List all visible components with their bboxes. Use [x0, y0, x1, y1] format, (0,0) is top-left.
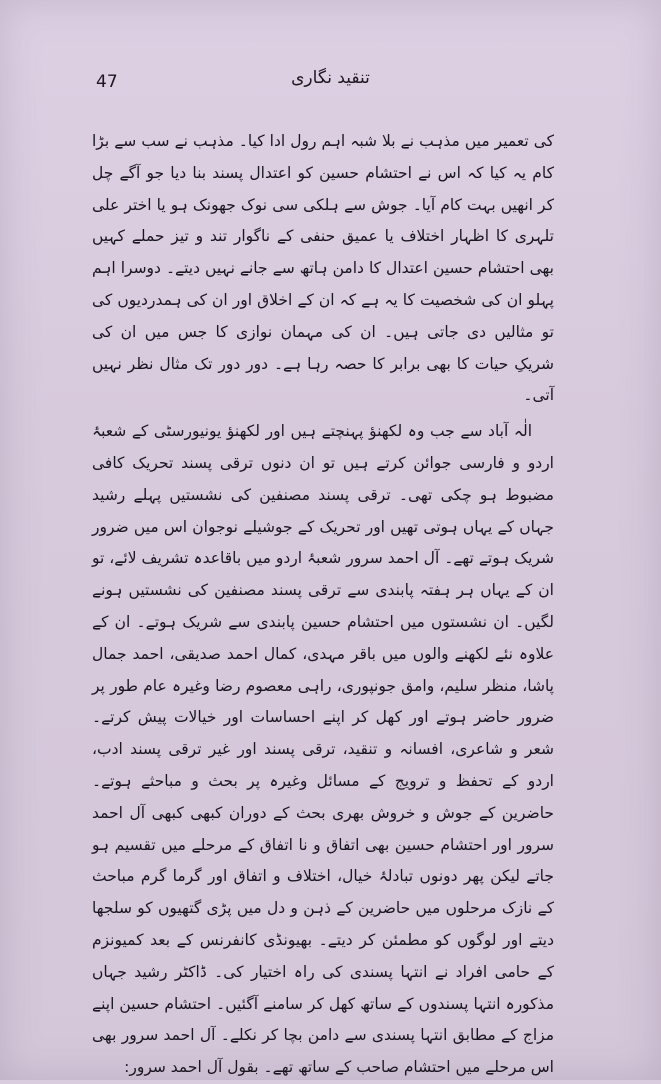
paragraph: کی تعمیر میں مذہب نے بلا شبہ اہم رول ادا کیا۔ مذہب نے سب سے بڑا کام یہ کیا کہ اس نے احتشام حسین کو اعتدال پسند بنا دیا جو آگے چل کر انھیں بہت کام آیا۔ جوش سے ہلکی سی نوک جھونک ہو یا اختر علی تلہری کا اظہار اختلاف یا عمیق حنفی کے ناگوار تند و تیز حملے کہیں بھی احتشام حسین اعتدال کا دامن ہاتھ سے جانے نہیں دیتے۔ دوسرا اہم پہلو ان کی شخصیت کا یہ ہے کہ ان کے اخلاق اور ان کی ہمدردیوں کی تو مثالیں دی جاتی ہیں۔ ان کی مہمان نوازی کا جس میں ان کی شریکِ حیات کا بھی برابر کا حصہ رہا ہے۔ دور دور تک مثال نظر نہیں آتی۔	[92, 132, 554, 405]
paragraph: الٰہ آباد سے جب وہ لکھنؤ پہنچتے ہیں اور لکھنؤ یونیورسٹی کے شعبۂ اردو و فارسی جوائن کرتے ہیں تو ان دنوں ترقی پسند تحریک کافی مضبوط ہو چکی تھی۔ ترقی پسند مصنفین کی نشستیں پہلے رشید جہاں کے یہاں ہوتی تھیں اور تحریک کے جوشیلے نوجوان اس میں ضرور شریک ہوتے تھے۔ آل احمد سرور شعبۂ اردو میں باقاعدہ تشریف لائے، تو ان کے یہاں ہر ہفتہ پابندی سے ترقی پسند مصنفین کی نشستیں ہونے لگیں۔ ان نشستوں میں احتشام حسین پابندی سے شریک ہوتے۔ ان کے علاوہ نئے لکھنے والوں میں باقر مہدی، کمال احمد صدیقی، احمد جمال پاشا، منظر سلیم، وامق جونپوری، راہی معصوم رضا وغیرہ عام طور پر ضرور حاضر ہوتے اور کھل کر اپنے احساسات اور خیالات پیش کرتے۔ شعر و شاعری، افسانہ و تنقید، ترقی پسند اور غیر ترقی پسند ادب، اردو کے تحفظ و ترویج کے مسائل وغیرہ پر بحث و مباحثے ہوتے۔ حاضرین کے جوش و خروش بھری بحث کے دوران کبھی کبھی آل احمد سرور اور احتشام حسین بھی اتفاق و نا اتفاق کے مرحلے میں تقسیم ہو جاتے لیکن پھر دونوں تبادلۂ خیال، اختلاف و اتفاق اور گرما گرم مباحث کے نازک مرحلوں میں حاضرین کے ذہن و دل میں پڑی گتھیوں کو سلجھا دیتے اور لوگوں کو مطمئن کر دیتے۔ بھیونڈی کانفرنس کے بعد کمیونزم کے حامی افراد نے انتہا پسندی کی راہ اختیار کی۔ ڈاکٹر رشید جہاں مذکورہ انتہا پسندوں کے ساتھ کھل کر سامنے آگئیں۔ احتشام حسین اپنے مزاج کے مطابق انتہا پسندی سے دامن بچا کر نکلے۔ آل احمد سرور بھی اس مرحلے میں احتشام صاحب کے ساتھ تھے۔ بقول آل احمد سرور:	[92, 422, 554, 1077]
body-text	[92, 126, 554, 1084]
page-number: 47	[96, 72, 118, 92]
running-head: تنقید نگاری	[291, 68, 370, 88]
